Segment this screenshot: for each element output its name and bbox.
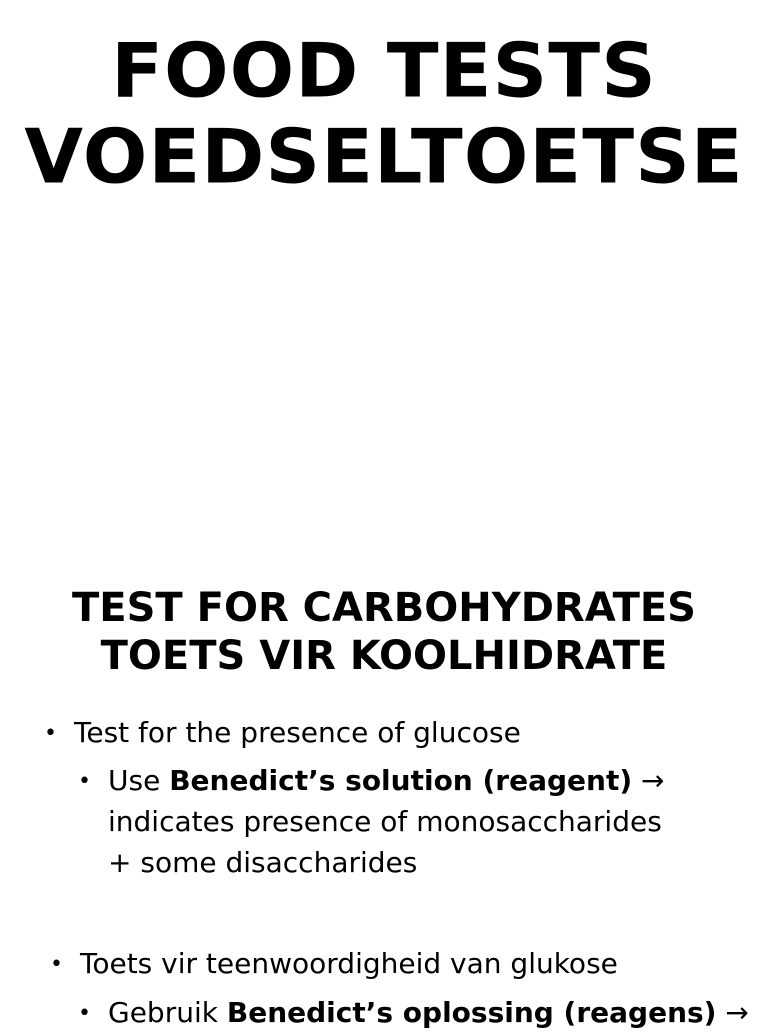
slide-test-carbohydrates	[0, 560, 768, 1029]
bullet-dot-icon: •	[44, 721, 57, 746]
sub-bullet-reagent: Benedict’s solution (reagent)	[169, 764, 633, 797]
slide-title	[0, 28, 768, 200]
title-line-english: TEST FOR CARBOHYDRATES	[71, 585, 696, 631]
sub-bullet-text	[108, 992, 749, 1033]
bullet-dot-icon: •	[50, 952, 63, 977]
sub-bullet-suffix: →	[716, 996, 749, 1029]
title-line-afrikaans: VOEDSELTOETSE	[24, 113, 744, 201]
slide-title	[0, 584, 768, 680]
sub-bullet-prefix: Use	[108, 764, 170, 797]
title-line-english: FOOD TESTS	[111, 26, 657, 114]
sub-bullet-text	[108, 760, 688, 883]
sub-bullet-suffix: → indicates presence of monosaccharides + some disaccharides	[108, 764, 665, 879]
bullet-dot-icon: •	[78, 1001, 91, 1026]
bullet-text: Toets vir teenwoordigheid van glukose	[80, 947, 618, 980]
title-line-afrikaans: TOETS VIR KOOLHIDRATE	[100, 633, 668, 679]
sub-bullet-reagent: Benedict’s oplossing (reagens)	[226, 996, 717, 1029]
sub-bullet-item	[78, 992, 749, 1033]
sub-bullet-prefix: Gebruik	[108, 996, 227, 1029]
sub-bullet-item	[78, 760, 688, 883]
bullet-dot-icon: •	[78, 769, 91, 794]
bullet-text: Test for the presence of glucose	[74, 716, 521, 749]
